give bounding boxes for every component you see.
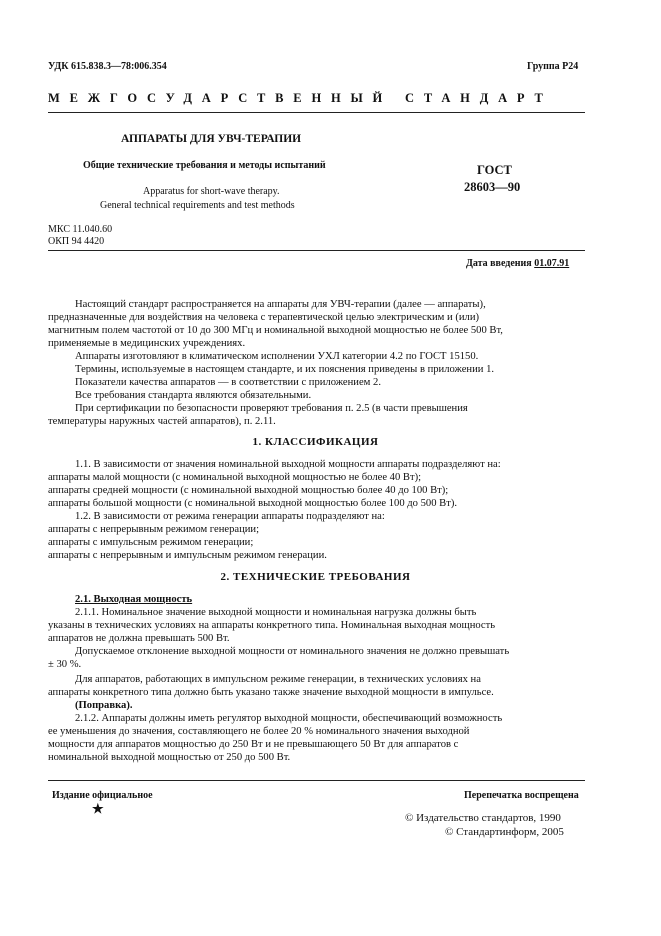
s2-c-line1: Для аппаратов, работающих в импульсном режиме генерации, в технических условиях на — [75, 674, 481, 685]
intro-p6-line1: При сертификации по безопасности проверяют требования п. 2.5 (в части превышения — [75, 403, 468, 414]
introduction-date — [466, 258, 569, 269]
s1-line7: аппараты с импульсным режимом генерации; — [48, 537, 254, 548]
s1-line3: аппараты средней мощности (с номинальной выходной мощностью более 40 до 100 Вт); — [48, 485, 449, 496]
intro-p2: Аппараты изготовляют в климатическом исполнении УХЛ категории 4.2 по ГОСТ 15150. — [75, 351, 479, 362]
s2-d-line3: мощности для аппаратов мощностью до 250 Вт и не превышающего 50 Вт для аппаратов с — [48, 739, 459, 750]
intro-p1-line3: магнитным полем частотой от 10 до 300 МГц и номинальной выходной мощностью не более 500 Вт, — [48, 325, 503, 336]
s2-b-line1: Допускаемое отклонение выходной мощности от номинального значения не должно превышать — [75, 646, 510, 657]
english-title-line2: General technical requirements and test methods — [100, 200, 295, 211]
s1-line4: аппараты большой мощности (с номинальной выходной мощностью более 100 до 500 Вт). — [48, 498, 458, 509]
s1-line6: аппараты с непрерывным режимом генерации; — [48, 524, 260, 535]
s1-line1: 1.1. В зависимости от значения номинальной выходной мощности аппараты подразделяют на: — [75, 459, 501, 470]
star-icon: ★ — [92, 801, 104, 816]
reprint-prohibited: Перепечатка воспрещена — [464, 790, 579, 801]
s1-line5: 1.2. В зависимости от режима генерации аппараты подразделяют на: — [75, 511, 385, 522]
footer-divider — [48, 780, 585, 781]
s1-line8: аппараты с непрерывным и импульсным режимом генерации. — [48, 550, 327, 561]
s2-d-line4: номинальной выходной мощностью от 250 до 500 Вт. — [48, 752, 291, 763]
amendment-note: (Поправка). — [75, 700, 133, 711]
document-subtitle: Общие технические требования и методы испытаний — [83, 160, 326, 171]
s2-a-line3: аппаратов не должна превышать 500 Вт. — [48, 633, 230, 644]
group-code: Группа Р24 — [527, 61, 579, 72]
section2-heading: 2. ТЕХНИЧЕСКИЕ ТРЕБОВАНИЯ — [220, 571, 411, 583]
mks-code: МКС 11.040.60 — [48, 224, 113, 235]
document-title: АППАРАТЫ ДЛЯ УВЧ-ТЕРАПИИ — [121, 133, 302, 145]
s2-c-line2: аппараты конкретного типа должно быть указано также значение выходной мощности в импульсе. — [48, 687, 494, 698]
section1-heading: 1. КЛАССИФИКАЦИЯ — [252, 436, 379, 448]
intro-p1-line2: предназначенные для воздействия на человека с терапевтической целью электрическим и (или) — [48, 312, 480, 323]
copyright-2005: © Стандартинформ, 2005 — [445, 826, 564, 838]
intro-p3: Термины, используемые в настоящем стандарте, и их пояснения приведены в приложении 1. — [75, 364, 495, 375]
s2-b-line2: ± 30 %. — [48, 659, 82, 670]
intro-p5: Все требования стандарта являются обязательными. — [75, 390, 312, 401]
s2-d-line1: 2.1.2. Аппараты должны иметь регулятор выходной мощности, обеспечивающий возможность — [75, 713, 503, 724]
codes-divider — [48, 250, 585, 251]
gost-number: 28603—90 — [464, 180, 521, 194]
official-edition-label: Издание официальное — [52, 790, 153, 801]
introduction-date-label: Дата введения — [466, 258, 532, 269]
copyright-1990: © Издательство стандартов, 1990 — [405, 812, 561, 824]
introduction-date-value: 01.07.91 — [534, 258, 570, 269]
okp-code: ОКП 94 4420 — [48, 236, 105, 247]
s1-line2: аппараты малой мощности (с номинальной выходной мощностью не более 40 Вт); — [48, 472, 422, 483]
intro-p1-line1: Настоящий стандарт распространяется на аппараты для УВЧ-терапии (далее — аппараты), — [75, 299, 486, 310]
s2-subheading: 2.1. Выходная мощность — [75, 594, 193, 605]
s2-d-line2: ее уменьшения до значения, составляющего не более 20 % номинального значения выходной — [48, 726, 470, 737]
udk-code: УДК 615.838.3—78:006.354 — [48, 61, 167, 72]
intro-p6-line2: температуры наружных частей аппаратов), п. 2.11. — [48, 416, 276, 427]
standard-banner: МЕЖГОСУДАРСТВЕННЫЙ СТАНДАРТ — [48, 91, 553, 105]
header-divider — [48, 112, 585, 113]
intro-p4: Показатели качества аппаратов — в соответствии с приложением 2. — [75, 377, 381, 388]
intro-p1-line4: применяемые в медицинских учреждениях. — [48, 338, 246, 349]
s2-a-line1: 2.1.1. Номинальное значение выходной мощности и номинальная нагрузка должны быть — [75, 607, 477, 618]
s2-a-line2: указаны в технических условиях на аппараты конкретного типа. Номинальная выходная мощность — [48, 620, 496, 631]
english-title-line1: Apparatus for short-wave therapy. — [143, 186, 280, 197]
gost-label: ГОСТ — [477, 163, 512, 177]
